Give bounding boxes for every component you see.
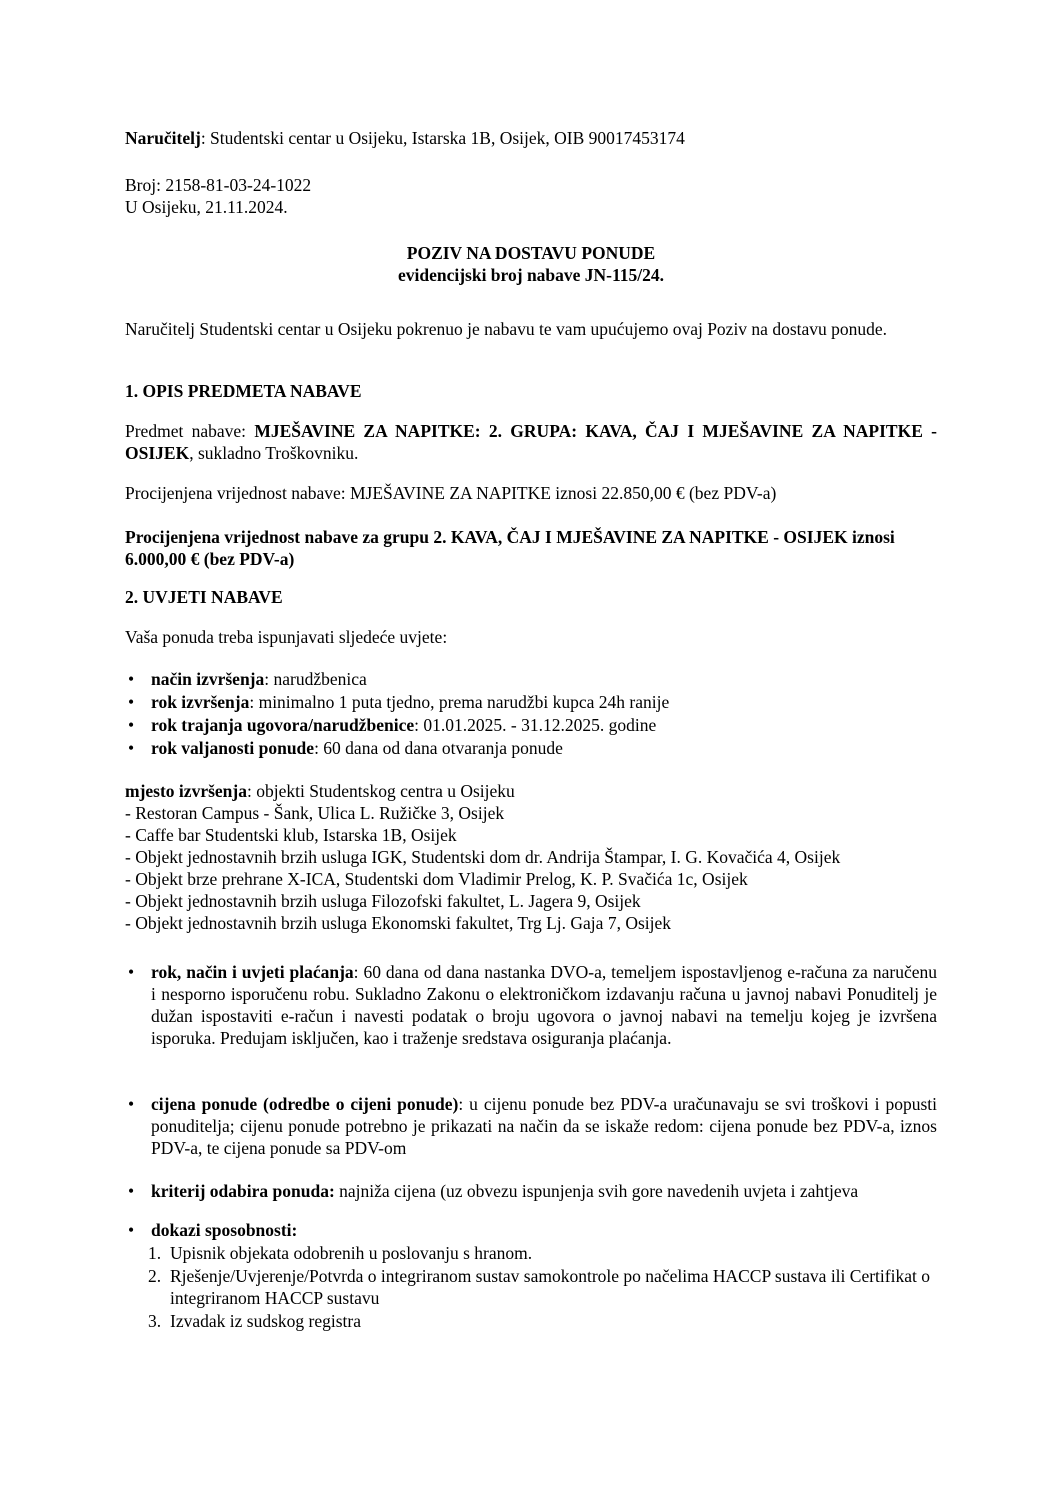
evidence-text: Rješenje/Uvjerenje/Potvrda o integriranom sustav samokontrole po načelima HACCP sustava ili Certifikat o integriranom HACCP sustavu [170,1266,930,1308]
price-label: cijena ponude (odredbe o cijeni ponude) [151,1094,459,1114]
evidence-list-item [148,1242,938,1264]
location-item: - Objekt jednostavnih brzih usluga Ekonomski fakultet, Trg Lj. Gaja 7, Osijek [125,913,672,933]
list-item [125,691,937,713]
location-heading [125,780,937,802]
section-2-heading: 2. UVJETI NABAVE [125,587,283,607]
subject-bold: MJEŠAVINE ZA NAPITKE: 2. GRUPA: KAVA, ČAJ I MJEŠAVINE ZA NAPITKE - OSIJEK [125,421,938,463]
condition-text: : minimalno 1 puta tjedno, prema narudžbi kupca 24h ranije [249,692,670,712]
evidence-list-item [148,1265,938,1309]
evidence-item [125,1219,937,1241]
document-number: Broj: 2158-81-03-24-1022 [125,175,312,195]
condition-text: : 60 dana od dana otvaranja ponude [314,738,563,758]
intro-paragraph: Naručitelj Studentski centar u Osijeku pokrenuo je nabavu te vam upućujemo ovaj Poziv na dostavu ponude. [125,319,888,339]
subject-rest: , sukladno Troškovniku. [189,443,359,463]
place-date: U Osijeku, 21.11.2024. [125,197,288,217]
condition-text: : narudžbenica [264,669,367,689]
payment-item [125,961,937,1049]
condition-text: : 01.01.2025. - 31.12.2025. godine [414,715,657,735]
subject-label: Predmet nabave: [125,421,255,441]
condition-label: rok trajanja ugovora/narudžbenice [151,715,415,735]
document-title: POZIV NA DOSTAVU PONUDE [406,243,656,263]
list-item [125,737,937,759]
condition-label: rok izvršenja [151,692,250,712]
bullet-icon: • [128,1220,135,1240]
price-text: : u cijenu ponude bez PDV-a uračunavaju se svi troškovi i popusti ponuditelja; cijenu ponude potrebno je prikazati na način da se iskaže redom: cijena ponude bez PDV-a, iznos PDV-a, te cijena ponude sa PDV-om [151,1094,938,1158]
criteria-label: kriterij odabira ponuda: [151,1181,335,1201]
location-item: - Restoran Campus - Šank, Ulica L. Ružičke 3, Osijek [125,803,505,823]
conditions-intro: Vaša ponuda treba ispunjavati sljedeće uvjete: [125,627,448,647]
evidence-number: 1. [148,1243,162,1263]
estimated-group-value: Procijenjena vrijednost nabave za grupu 2. KAVA, ČAJ I MJEŠAVINE ZA NAPITKE - OSIJEK iznosi 6.000,00 € (bez PDV-a) [125,527,895,569]
bullet-icon: • [128,1181,135,1201]
evidence-label: dokazi sposobnosti: [151,1220,298,1240]
bullet-icon: • [128,669,135,689]
criteria-item [125,1180,937,1202]
location-label: mjesto izvršenja [125,781,247,801]
evidence-number: 3. [148,1311,162,1331]
bullet-icon: • [128,738,135,758]
purchaser-label: Naručitelj [125,128,201,148]
payment-text: : 60 dana od dana nastanka DVO-a, temeljem ispostavljenog e-računa za naručenu i nesporno isporučenu robu. Sukladno Zakonu o elektroničkom izdavanju računa u javnoj nabavi Ponuditelj je dužan ispostaviti e-račun i navesti podatak o broju ugovora o javnoj nabavi na temelju kojeg je izvršena isporuka. Predujam isključen, kao i traženje sredstava osiguranja plaćanja. [151,962,937,1048]
list-item [125,668,937,690]
bullet-icon: • [128,962,135,982]
list-item [125,714,937,736]
purchaser-line [125,127,937,149]
bullet-icon: • [128,715,135,735]
evidence-list-item [148,1310,938,1332]
location-text: : objekti Studentskog centra u Osijeku [246,781,515,801]
evidence-text: Upisnik objekata odobrenih u poslovanju s hranom. [170,1243,533,1263]
location-item: - Objekt brze prehrane X-ICA, Studentski dom Vladimir Prelog, K. P. Svačića 1c, Osijek [125,869,748,889]
bullet-icon: • [128,1094,135,1114]
criteria-text: najniža cijena (uz obvezu ispunjenja svih gore navedenih uvjeta i zahtjeva [334,1181,859,1201]
evidence-text: Izvadak iz sudskog registra [170,1311,361,1331]
payment-label: rok, način i uvjeti plaćanja [151,962,354,982]
location-item: - Objekt jednostavnih brzih usluga Filozofski fakultet, L. Jagera 9, Osijek [125,891,641,911]
condition-label: način izvršenja [151,669,265,689]
purchaser-text: : Studentski centar u Osijeku, Istarska 1B, Osijek, OIB 90017453174 [200,128,685,148]
location-item: - Caffe bar Studentski klub, Istarska 1B, Osijek [125,825,457,845]
evidence-number: 2. [148,1266,162,1286]
condition-label: rok valjanosti ponude [151,738,315,758]
subject-paragraph [125,420,937,464]
estimated-value: Procijenjena vrijednost nabave: MJEŠAVINE ZA NAPITKE iznosi 22.850,00 € (bez PDV-a) [125,483,777,503]
bullet-icon: • [128,692,135,712]
document-subtitle: evidencijski broj nabave JN-115/24. [397,265,665,285]
price-item [125,1093,937,1159]
section-1-heading: 1. OPIS PREDMETA NABAVE [125,381,362,401]
location-item: - Objekt jednostavnih brzih usluga IGK, Studentski dom dr. Andrija Štampar, I. G. Kovačića 4, Osijek [125,847,841,867]
